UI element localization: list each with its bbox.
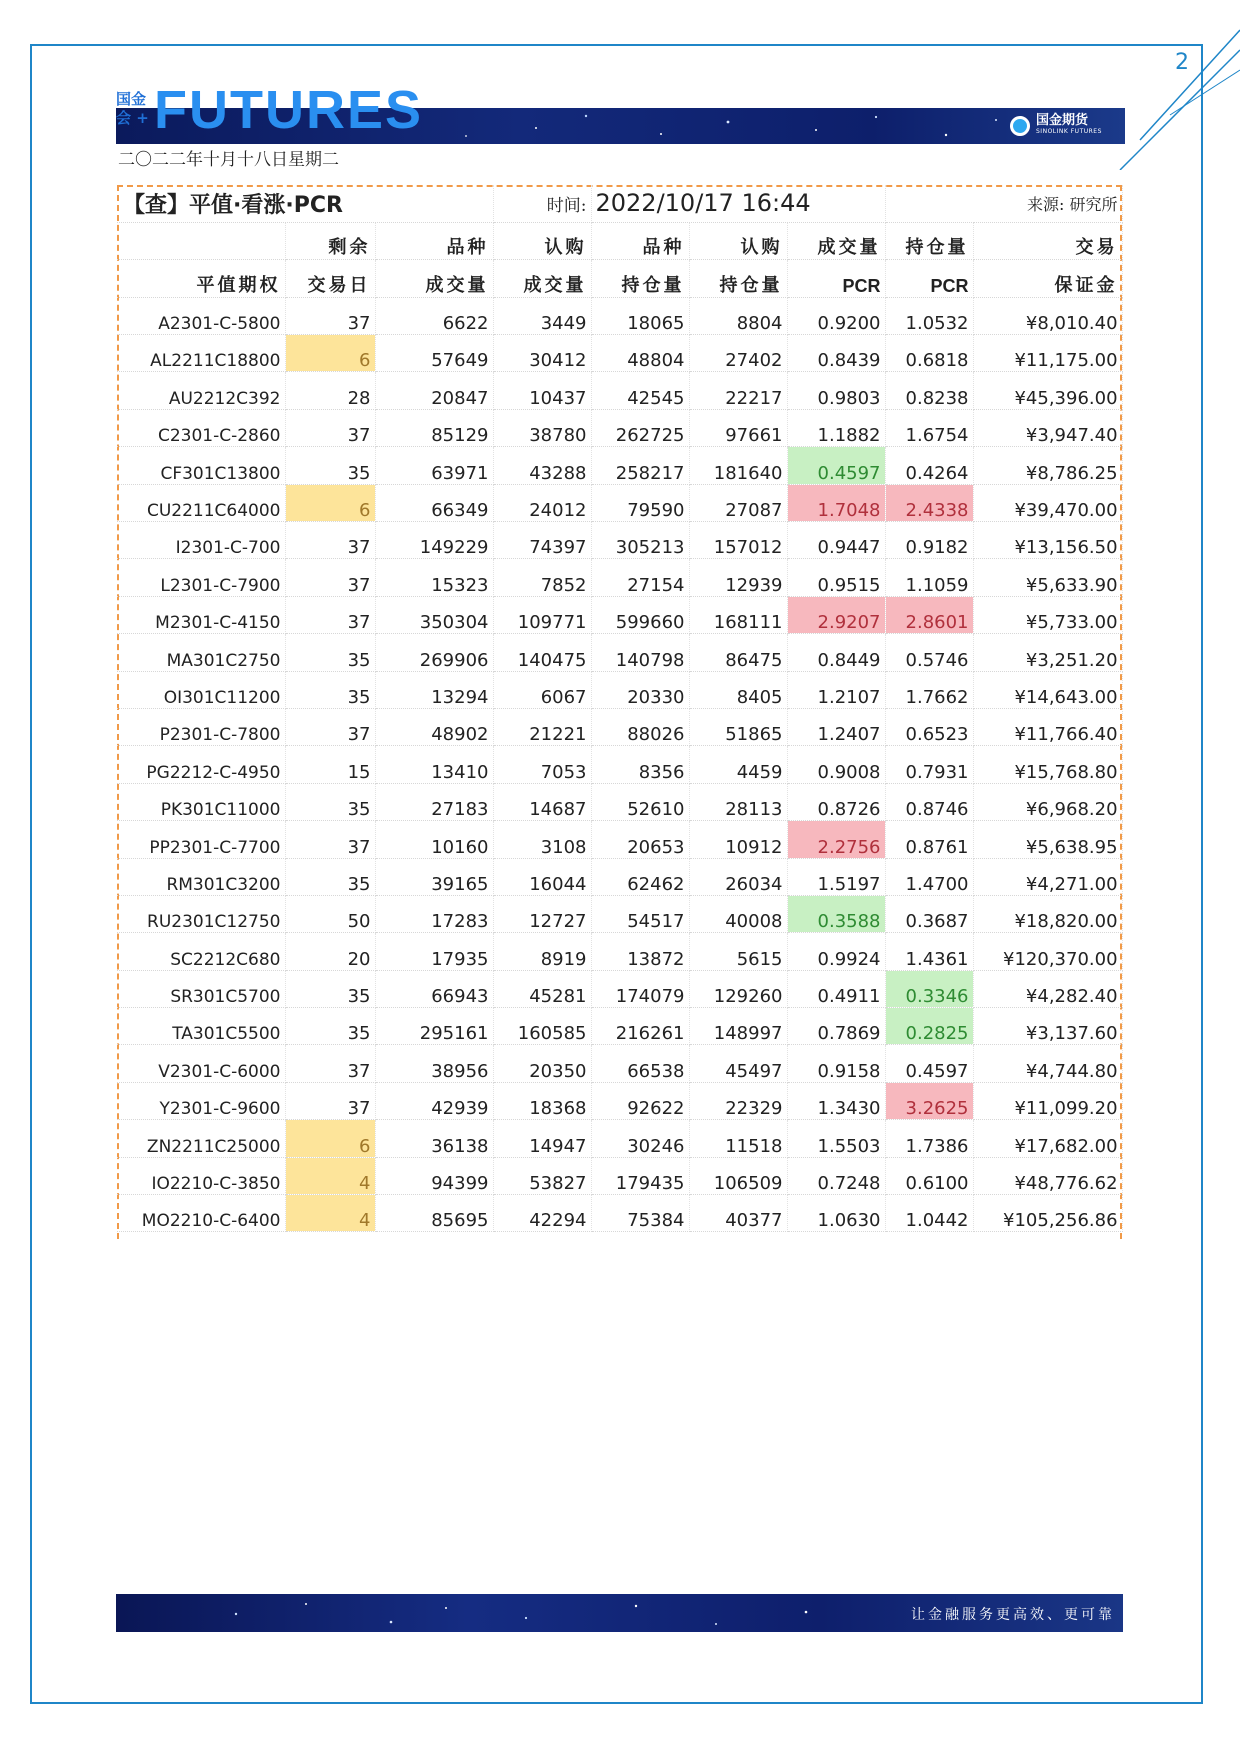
remaining-days-cell: 28: [285, 372, 375, 409]
column-header: 成交量: [493, 260, 591, 297]
open-interest-cell: 262725: [591, 409, 689, 446]
volume-cell: 149229: [375, 522, 493, 559]
volume-pcr-cell: 1.2107: [787, 671, 885, 708]
remaining-days-cell: 37: [285, 522, 375, 559]
column-header: PCR: [885, 260, 973, 297]
table-row: [117, 1045, 1122, 1082]
report-date: 二〇二二年十月十八日星期二: [118, 150, 339, 170]
pcr-table: [117, 185, 1123, 1232]
call-open-interest-cell: 8804: [689, 297, 787, 334]
footer-band: [116, 1594, 1123, 1632]
call-volume-cell: 45281: [493, 970, 591, 1007]
remaining-days-cell: 35: [285, 970, 375, 1007]
margin-cell: ¥18,820.00: [973, 895, 1122, 932]
margin-cell: ¥5,733.00: [973, 596, 1122, 633]
call-open-interest-cell: 40377: [689, 1195, 787, 1232]
call-open-interest-cell: 148997: [689, 1008, 787, 1045]
time-label: 时间:: [493, 185, 591, 222]
call-open-interest-cell: 5615: [689, 933, 787, 970]
remaining-days-cell: 37: [285, 821, 375, 858]
call-volume-cell: 20350: [493, 1045, 591, 1082]
call-open-interest-cell: 28113: [689, 783, 787, 820]
option-symbol-cell: ZN2211C25000: [117, 1120, 285, 1157]
open-interest-cell: 140798: [591, 634, 689, 671]
option-symbol-cell: PK301C11000: [117, 783, 285, 820]
call-volume-cell: 3449: [493, 297, 591, 334]
volume-cell: 85695: [375, 1195, 493, 1232]
volume-pcr-cell: 1.7048: [787, 484, 885, 521]
table-row: [117, 447, 1122, 484]
volume-pcr-cell: 0.9924: [787, 933, 885, 970]
call-volume-cell: 10437: [493, 372, 591, 409]
volume-pcr-cell: 1.5197: [787, 858, 885, 895]
option-symbol-cell: AL2211C18800: [117, 335, 285, 372]
volume-pcr-cell: 0.8439: [787, 335, 885, 372]
open-interest-cell: 92622: [591, 1082, 689, 1119]
open-interest-cell: 20653: [591, 821, 689, 858]
volume-pcr-cell: 1.0630: [787, 1195, 885, 1232]
volume-cell: 269906: [375, 634, 493, 671]
table-row: [117, 559, 1122, 596]
table-row: [117, 409, 1122, 446]
remaining-days-cell: 35: [285, 671, 375, 708]
option-symbol-cell: MO2210-C-6400: [117, 1195, 285, 1232]
margin-cell: ¥45,396.00: [973, 372, 1122, 409]
open-interest-cell: 48804: [591, 335, 689, 372]
table-row: [117, 821, 1122, 858]
brand-cn: 国金 会 +: [116, 90, 149, 127]
column-header: PCR: [787, 260, 885, 297]
remaining-days-cell: 35: [285, 634, 375, 671]
call-volume-cell: 30412: [493, 335, 591, 372]
table-row: [117, 634, 1122, 671]
volume-cell: 66349: [375, 484, 493, 521]
open-interest-cell: 75384: [591, 1195, 689, 1232]
column-header: 交易: [973, 222, 1122, 259]
option-symbol-cell: CU2211C64000: [117, 484, 285, 521]
option-symbol-cell: P2301-C-7800: [117, 708, 285, 745]
oi-pcr-cell: 2.8601: [885, 596, 973, 633]
call-volume-cell: 21221: [493, 708, 591, 745]
table-row: [117, 1120, 1122, 1157]
remaining-days-cell: 4: [285, 1195, 375, 1232]
oi-pcr-cell: 0.6818: [885, 335, 973, 372]
call-volume-cell: 14687: [493, 783, 591, 820]
remaining-days-cell: 35: [285, 783, 375, 820]
volume-cell: 94399: [375, 1157, 493, 1194]
call-volume-cell: 3108: [493, 821, 591, 858]
volume-pcr-cell: 0.3588: [787, 895, 885, 932]
header-row-top: [117, 222, 1122, 259]
oi-pcr-cell: 0.8761: [885, 821, 973, 858]
open-interest-cell: 79590: [591, 484, 689, 521]
remaining-days-cell: 37: [285, 596, 375, 633]
open-interest-cell: 52610: [591, 783, 689, 820]
call-volume-cell: 7852: [493, 559, 591, 596]
oi-pcr-cell: 1.4700: [885, 858, 973, 895]
oi-pcr-cell: 1.7662: [885, 671, 973, 708]
call-open-interest-cell: 22217: [689, 372, 787, 409]
table-row: [117, 933, 1122, 970]
open-interest-cell: 42545: [591, 372, 689, 409]
oi-pcr-cell: 1.1059: [885, 559, 973, 596]
volume-cell: 27183: [375, 783, 493, 820]
volume-cell: 17935: [375, 933, 493, 970]
margin-cell: ¥13,156.50: [973, 522, 1122, 559]
margin-cell: ¥14,643.00: [973, 671, 1122, 708]
table-row: [117, 1008, 1122, 1045]
call-volume-cell: 7053: [493, 746, 591, 783]
volume-cell: 66943: [375, 970, 493, 1007]
column-header: 品种: [375, 222, 493, 259]
call-open-interest-cell: 40008: [689, 895, 787, 932]
open-interest-cell: 88026: [591, 708, 689, 745]
remaining-days-cell: 37: [285, 1045, 375, 1082]
pcr-table-container: [117, 185, 1122, 1232]
table-row: [117, 372, 1122, 409]
call-open-interest-cell: 51865: [689, 708, 787, 745]
call-open-interest-cell: 86475: [689, 634, 787, 671]
remaining-days-cell: 37: [285, 708, 375, 745]
margin-cell: ¥3,947.40: [973, 409, 1122, 446]
oi-pcr-cell: 0.6523: [885, 708, 973, 745]
table-row: [117, 895, 1122, 932]
volume-pcr-cell: 0.9803: [787, 372, 885, 409]
call-volume-cell: 8919: [493, 933, 591, 970]
option-symbol-cell: TA301C5500: [117, 1008, 285, 1045]
option-symbol-cell: I2301-C-700: [117, 522, 285, 559]
oi-pcr-cell: 0.3346: [885, 970, 973, 1007]
call-open-interest-cell: 4459: [689, 746, 787, 783]
table-title: 【查】平值·看涨·PCR: [117, 185, 493, 222]
oi-pcr-cell: 1.7386: [885, 1120, 973, 1157]
call-volume-cell: 109771: [493, 596, 591, 633]
volume-cell: 295161: [375, 1008, 493, 1045]
margin-cell: ¥11,099.20: [973, 1082, 1122, 1119]
volume-pcr-cell: 0.8726: [787, 783, 885, 820]
call-open-interest-cell: 181640: [689, 447, 787, 484]
table-row: [117, 1082, 1122, 1119]
table-row: [117, 671, 1122, 708]
margin-cell: ¥5,638.95: [973, 821, 1122, 858]
call-open-interest-cell: 10912: [689, 821, 787, 858]
remaining-days-cell: 35: [285, 858, 375, 895]
margin-cell: ¥3,251.20: [973, 634, 1122, 671]
volume-cell: 39165: [375, 858, 493, 895]
option-symbol-cell: L2301-C-7900: [117, 559, 285, 596]
remaining-days-cell: 35: [285, 1008, 375, 1045]
column-header: 持仓量: [885, 222, 973, 259]
volume-cell: 42939: [375, 1082, 493, 1119]
remaining-days-cell: 50: [285, 895, 375, 932]
volume-pcr-cell: 2.2756: [787, 821, 885, 858]
oi-pcr-cell: 0.8238: [885, 372, 973, 409]
table-row: [117, 708, 1122, 745]
volume-pcr-cell: 0.7248: [787, 1157, 885, 1194]
option-symbol-cell: M2301-C-4150: [117, 596, 285, 633]
margin-cell: ¥105,256.86: [973, 1195, 1122, 1232]
remaining-days-cell: 37: [285, 409, 375, 446]
volume-cell: 48902: [375, 708, 493, 745]
call-open-interest-cell: 168111: [689, 596, 787, 633]
call-open-interest-cell: 45497: [689, 1045, 787, 1082]
time-value: 2022/10/17 16:44: [591, 185, 885, 222]
remaining-days-cell: 35: [285, 447, 375, 484]
volume-cell: 15323: [375, 559, 493, 596]
header-row-bottom: [117, 260, 1122, 297]
volume-cell: 36138: [375, 1120, 493, 1157]
table-row: [117, 297, 1122, 334]
volume-cell: 17283: [375, 895, 493, 932]
corner-decoration: [1110, 20, 1240, 170]
margin-cell: ¥3,137.60: [973, 1008, 1122, 1045]
margin-cell: ¥8,786.25: [973, 447, 1122, 484]
call-open-interest-cell: 106509: [689, 1157, 787, 1194]
column-header: 剩余: [285, 222, 375, 259]
call-volume-cell: 160585: [493, 1008, 591, 1045]
call-open-interest-cell: 26034: [689, 858, 787, 895]
oi-pcr-cell: 0.7931: [885, 746, 973, 783]
call-open-interest-cell: 129260: [689, 970, 787, 1007]
oi-pcr-cell: 1.4361: [885, 933, 973, 970]
volume-cell: 63971: [375, 447, 493, 484]
open-interest-cell: 66538: [591, 1045, 689, 1082]
call-volume-cell: 16044: [493, 858, 591, 895]
option-symbol-cell: SR301C5700: [117, 970, 285, 1007]
oi-pcr-cell: 1.6754: [885, 409, 973, 446]
call-open-interest-cell: 12939: [689, 559, 787, 596]
margin-cell: ¥39,470.00: [973, 484, 1122, 521]
call-volume-cell: 18368: [493, 1082, 591, 1119]
margin-cell: ¥4,271.00: [973, 858, 1122, 895]
volume-cell: 6622: [375, 297, 493, 334]
option-symbol-cell: OI301C11200: [117, 671, 285, 708]
table-row: [117, 783, 1122, 820]
source-label: 来源: 研究所: [885, 185, 1122, 222]
margin-cell: ¥11,175.00: [973, 335, 1122, 372]
table-row: [117, 1195, 1122, 1232]
margin-cell: ¥17,682.00: [973, 1120, 1122, 1157]
volume-pcr-cell: 0.4911: [787, 970, 885, 1007]
volume-pcr-cell: 0.9158: [787, 1045, 885, 1082]
option-symbol-cell: IO2210-C-3850: [117, 1157, 285, 1194]
open-interest-cell: 174079: [591, 970, 689, 1007]
column-header: 成交量: [375, 260, 493, 297]
option-symbol-cell: Y2301-C-9600: [117, 1082, 285, 1119]
option-symbol-cell: MA301C2750: [117, 634, 285, 671]
table-row: [117, 484, 1122, 521]
call-open-interest-cell: 157012: [689, 522, 787, 559]
footer-slogan: 让金融服务更高效、更可靠: [911, 1607, 1115, 1623]
remaining-days-cell: 6: [285, 1120, 375, 1157]
volume-pcr-cell: 0.7869: [787, 1008, 885, 1045]
open-interest-cell: 599660: [591, 596, 689, 633]
margin-cell: ¥6,968.20: [973, 783, 1122, 820]
oi-pcr-cell: 0.6100: [885, 1157, 973, 1194]
call-volume-cell: 43288: [493, 447, 591, 484]
volume-pcr-cell: 0.9008: [787, 746, 885, 783]
column-header: 持仓量: [591, 260, 689, 297]
column-header: 品种: [591, 222, 689, 259]
call-volume-cell: 140475: [493, 634, 591, 671]
volume-pcr-cell: 0.4597: [787, 447, 885, 484]
oi-pcr-cell: 0.8746: [885, 783, 973, 820]
option-symbol-cell: C2301-C-2860: [117, 409, 285, 446]
open-interest-cell: 30246: [591, 1120, 689, 1157]
margin-cell: ¥8,010.40: [973, 297, 1122, 334]
volume-pcr-cell: 0.8449: [787, 634, 885, 671]
company-logo: [1010, 112, 1102, 140]
option-symbol-cell: PP2301-C-7700: [117, 821, 285, 858]
oi-pcr-cell: 3.2625: [885, 1082, 973, 1119]
open-interest-cell: 258217: [591, 447, 689, 484]
oi-pcr-cell: 0.4264: [885, 447, 973, 484]
company-name-cn: 国金期货: [1036, 113, 1089, 128]
option-symbol-cell: AU2212C392: [117, 372, 285, 409]
volume-pcr-cell: 1.3430: [787, 1082, 885, 1119]
table-row: [117, 858, 1122, 895]
open-interest-cell: 62462: [591, 858, 689, 895]
call-volume-cell: 74397: [493, 522, 591, 559]
column-header: 平值期权: [117, 260, 285, 297]
oi-pcr-cell: 2.4338: [885, 484, 973, 521]
call-volume-cell: 24012: [493, 484, 591, 521]
company-logo-icon: [1010, 116, 1030, 136]
volume-cell: 85129: [375, 409, 493, 446]
call-open-interest-cell: 97661: [689, 409, 787, 446]
table-row: [117, 970, 1122, 1007]
margin-cell: ¥4,282.40: [973, 970, 1122, 1007]
call-open-interest-cell: 27402: [689, 335, 787, 372]
option-symbol-cell: CF301C13800: [117, 447, 285, 484]
volume-cell: 13410: [375, 746, 493, 783]
column-header: 保证金: [973, 260, 1122, 297]
call-volume-cell: 53827: [493, 1157, 591, 1194]
remaining-days-cell: 37: [285, 297, 375, 334]
option-symbol-cell: SC2212C680: [117, 933, 285, 970]
volume-pcr-cell: 1.2407: [787, 708, 885, 745]
call-volume-cell: 6067: [493, 671, 591, 708]
table-row: [117, 1157, 1122, 1194]
remaining-days-cell: 4: [285, 1157, 375, 1194]
volume-pcr-cell: 0.9515: [787, 559, 885, 596]
oi-pcr-cell: 0.3687: [885, 895, 973, 932]
oi-pcr-cell: 1.0442: [885, 1195, 973, 1232]
column-header: 成交量: [787, 222, 885, 259]
volume-cell: 38956: [375, 1045, 493, 1082]
remaining-days-cell: 20: [285, 933, 375, 970]
call-volume-cell: 12727: [493, 895, 591, 932]
open-interest-cell: 179435: [591, 1157, 689, 1194]
margin-cell: ¥120,370.00: [973, 933, 1122, 970]
open-interest-cell: 18065: [591, 297, 689, 334]
option-symbol-cell: RU2301C12750: [117, 895, 285, 932]
remaining-days-cell: 15: [285, 746, 375, 783]
column-header: 认购: [493, 222, 591, 259]
margin-cell: ¥11,766.40: [973, 708, 1122, 745]
margin-cell: ¥4,744.80: [973, 1045, 1122, 1082]
call-volume-cell: 42294: [493, 1195, 591, 1232]
call-volume-cell: 38780: [493, 409, 591, 446]
remaining-days-cell: 6: [285, 484, 375, 521]
remaining-days-cell: 6: [285, 335, 375, 372]
volume-pcr-cell: 0.9200: [787, 297, 885, 334]
brand-futures: FUTURES: [154, 80, 423, 140]
option-symbol-cell: PG2212-C-4950: [117, 746, 285, 783]
open-interest-cell: 13872: [591, 933, 689, 970]
open-interest-cell: 305213: [591, 522, 689, 559]
oi-pcr-cell: 0.9182: [885, 522, 973, 559]
margin-cell: ¥15,768.80: [973, 746, 1122, 783]
table-row: [117, 522, 1122, 559]
remaining-days-cell: 37: [285, 1082, 375, 1119]
volume-pcr-cell: 2.9207: [787, 596, 885, 633]
volume-pcr-cell: 1.5503: [787, 1120, 885, 1157]
column-header: 持仓量: [689, 260, 787, 297]
volume-pcr-cell: 0.9447: [787, 522, 885, 559]
company-name-en: SINOLINK FUTURES: [1036, 128, 1102, 135]
page-number: 2: [1175, 50, 1189, 75]
call-volume-cell: 14947: [493, 1120, 591, 1157]
option-symbol-cell: A2301-C-5800: [117, 297, 285, 334]
open-interest-cell: 20330: [591, 671, 689, 708]
table-row: [117, 596, 1122, 633]
column-header: 交易日: [285, 260, 375, 297]
volume-cell: 10160: [375, 821, 493, 858]
call-open-interest-cell: 8405: [689, 671, 787, 708]
open-interest-cell: 27154: [591, 559, 689, 596]
oi-pcr-cell: 1.0532: [885, 297, 973, 334]
volume-pcr-cell: 1.1882: [787, 409, 885, 446]
option-symbol-cell: RM301C3200: [117, 858, 285, 895]
volume-cell: 350304: [375, 596, 493, 633]
open-interest-cell: 54517: [591, 895, 689, 932]
volume-cell: 20847: [375, 372, 493, 409]
open-interest-cell: 216261: [591, 1008, 689, 1045]
column-header: 认购: [689, 222, 787, 259]
volume-cell: 13294: [375, 671, 493, 708]
call-open-interest-cell: 22329: [689, 1082, 787, 1119]
column-header: [117, 222, 285, 259]
oi-pcr-cell: 0.5746: [885, 634, 973, 671]
option-symbol-cell: V2301-C-6000: [117, 1045, 285, 1082]
open-interest-cell: 8356: [591, 746, 689, 783]
oi-pcr-cell: 0.2825: [885, 1008, 973, 1045]
table-row: [117, 746, 1122, 783]
volume-cell: 57649: [375, 335, 493, 372]
call-open-interest-cell: 27087: [689, 484, 787, 521]
remaining-days-cell: 37: [285, 559, 375, 596]
margin-cell: ¥48,776.62: [973, 1157, 1122, 1194]
margin-cell: ¥5,633.90: [973, 559, 1122, 596]
call-open-interest-cell: 11518: [689, 1120, 787, 1157]
table-row: [117, 335, 1122, 372]
oi-pcr-cell: 0.4597: [885, 1045, 973, 1082]
